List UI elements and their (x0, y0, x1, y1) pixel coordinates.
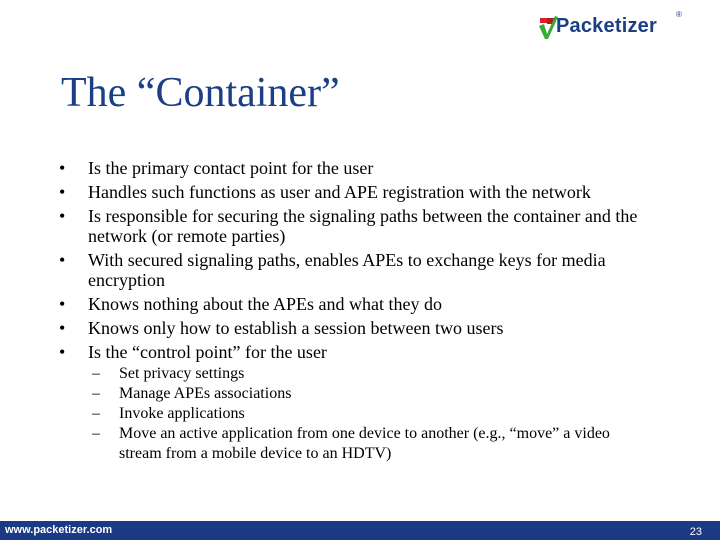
bullet-item (58, 318, 658, 338)
bullet-text: Knows only how to establish a session between two users (88, 318, 504, 338)
packetizer-logo (538, 8, 698, 42)
bullet-item (58, 158, 658, 178)
bullet-item (58, 250, 658, 290)
sub-bullet-marker: – (92, 405, 100, 422)
bullet-item (58, 294, 658, 314)
bullet-text: Is the “control point” for the user (88, 342, 327, 362)
sub-bullet-marker: – (92, 385, 100, 402)
bullet-marker: • (59, 250, 66, 270)
sub-bullet-item (92, 364, 652, 384)
sub-bullet-text: Invoke applications (119, 405, 245, 422)
bullet-text: With secured signaling paths, enables APEs to exchange keys for media encryption (88, 250, 606, 290)
slide-title: The “Container” (61, 70, 340, 116)
footer-url: www.packetizer.com (5, 524, 113, 536)
sub-bullet-item (92, 404, 652, 424)
bullet-text: Is responsible for securing the signaling paths between the container and the network (or remote parties) (88, 206, 638, 246)
bullet-text: Handles such functions as user and APE registration with the network (88, 182, 591, 202)
footer-bar (0, 521, 720, 540)
bullet-marker: • (59, 158, 66, 178)
registered-mark: ® (676, 10, 682, 19)
sub-bullet-marker: – (92, 365, 100, 382)
sub-bullet-marker: – (92, 425, 100, 442)
bullet-marker: • (59, 342, 66, 362)
bullet-text: Knows nothing about the APEs and what they do (88, 294, 442, 314)
bullet-item (58, 206, 658, 246)
bullet-marker: • (59, 294, 66, 314)
bullet-item (58, 182, 658, 202)
bullet-marker: • (59, 206, 66, 226)
sub-bullet-item (92, 424, 652, 464)
sub-bullet-item (92, 384, 652, 404)
bullet-marker: • (59, 318, 66, 338)
sub-bullet-list (92, 364, 652, 464)
bullet-marker: • (59, 182, 66, 202)
bullet-text: Is the primary contact point for the user (88, 158, 374, 178)
sub-bullet-text: Manage APEs associations (119, 385, 292, 402)
bullet-list (58, 158, 658, 366)
logo-text: Packetizer (556, 15, 657, 37)
sub-bullet-text: Set privacy settings (119, 365, 245, 382)
sub-bullet-text: Move an active application from one device to another (e.g., “move” a video stream from a mobile device to an HDTV) (119, 425, 610, 462)
bullet-item (58, 342, 658, 362)
page-number: 23 (689, 526, 702, 538)
